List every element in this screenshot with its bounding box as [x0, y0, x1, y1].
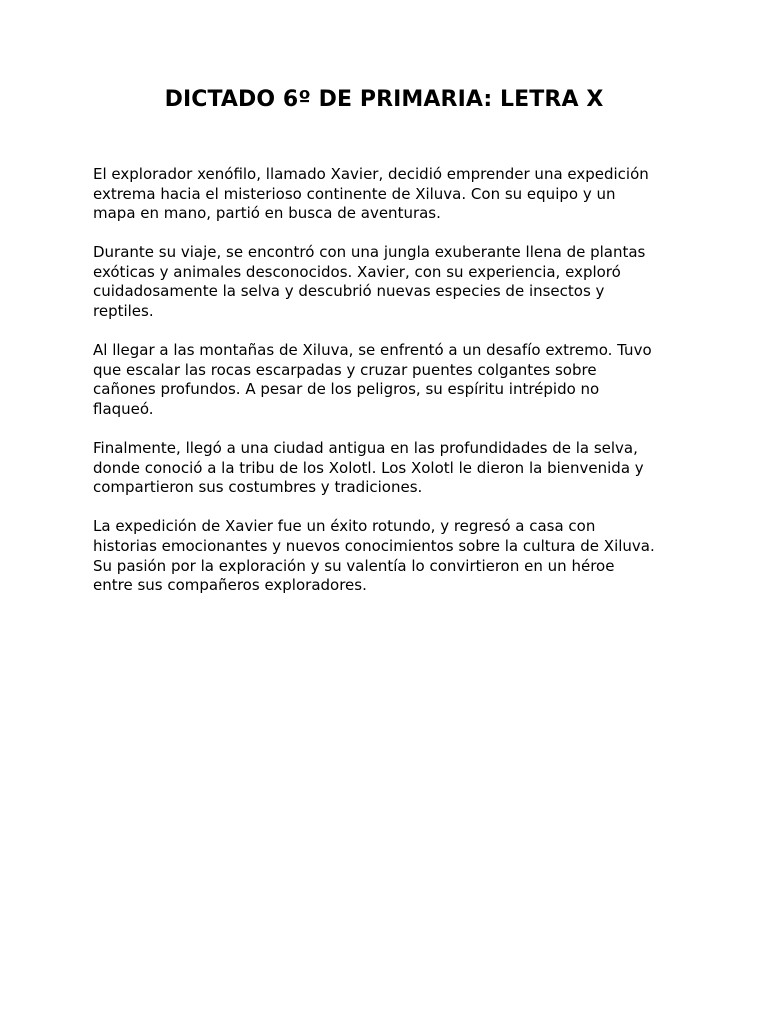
text-line: Al llegar a las montañas de Xiluva, se enfrentó a un desafío extremo. Tuvo [93, 341, 652, 360]
text-line: extrema hacia el misterioso continente de Xiluva. Con su equipo y un [93, 184, 616, 203]
text-line: mapa en mano, partió en busca de aventuras. [93, 204, 441, 223]
text-line: compartieron sus costumbres y tradiciones. [93, 478, 423, 497]
document-title: DICTADO 6º DE PRIMARIA: LETRA X [164, 87, 604, 112]
text-line: cuidadosamente la selva y descubrió nuevas especies de insectos y [93, 282, 605, 301]
text-line: flaqueó. [93, 399, 154, 418]
text-line: El explorador xenófilo, llamado Xavier, decidió emprender una expedición [93, 165, 649, 183]
text-line: exóticas y animales desconocidos. Xavier, con su experiencia, exploró [93, 262, 621, 281]
document-body [93, 165, 693, 615]
text-line: donde conoció a la tribu de los Xolotl. Los Xolotl le dieron la bienvenida y [93, 458, 644, 477]
text-line: Durante su viaje, se encontró con una jungla exuberante llena de plantas [93, 243, 646, 262]
paragraph-1 [93, 165, 693, 224]
text-line: reptiles. [93, 302, 154, 321]
paragraph-3 [93, 341, 693, 419]
paragraph-4 [93, 439, 693, 498]
text-line: Finalmente, llegó a una ciudad antigua en las profundidades de la selva, [93, 439, 638, 458]
paragraph-2 [93, 243, 693, 321]
text-line: La expedición de Xavier fue un éxito rotundo, y regresó a casa con [93, 517, 596, 536]
paragraph-5 [93, 517, 693, 595]
text-line: entre sus compañeros exploradores. [93, 576, 367, 595]
text-line: historias emocionantes y nuevos conocimientos sobre la cultura de Xiluva. [93, 536, 655, 555]
text-line: Su pasión por la exploración y su valentía lo convirtieron en un héroe [93, 556, 615, 575]
text-line: que escalar las rocas escarpadas y cruzar puentes colgantes sobre [93, 360, 597, 379]
text-line: cañones profundos. A pesar de los peligros, su espíritu intrépido no [93, 380, 600, 399]
